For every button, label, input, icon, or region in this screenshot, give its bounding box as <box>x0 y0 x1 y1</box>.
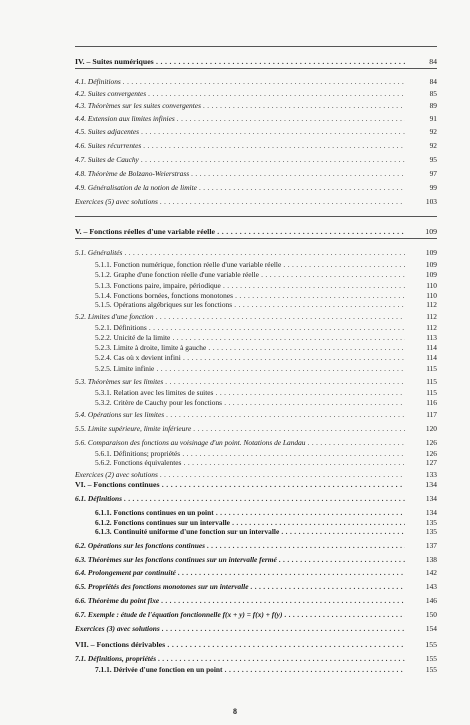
toc-entry-page: 85 <box>429 89 437 98</box>
toc-section-entry <box>0 168 470 179</box>
toc-entry-label: 5.3.2. Critère de Cauchy pour les fonctions . . . <box>95 397 405 408</box>
toc-entry-label: 5.1.4. Fonctions bornées, fonctions monotones . . . <box>95 290 405 301</box>
toc-entry-label: 5.5. Limite supérieure, limite inférieure . . . <box>75 423 405 434</box>
toc-entry-label: 5.4. Opérations sur les limites . . . <box>75 409 405 420</box>
toc-entry-page: 126 <box>425 438 437 447</box>
toc-entry-page: 91 <box>429 114 437 123</box>
toc-entry-label: 5.1.1. Fonction numérique, fonction réelle d'une variable réelle . . . <box>95 259 405 270</box>
toc-subsection-entry <box>0 352 470 363</box>
toc-subsection-entry <box>0 269 470 280</box>
toc-section-entry <box>0 247 470 258</box>
toc-section-entry <box>0 196 470 207</box>
toc-entry-page: 127 <box>425 458 437 467</box>
toc-entry-label: 5.2.1. Définitions . . . <box>95 322 405 333</box>
toc-subsection-entry <box>0 299 470 310</box>
toc-entry-label: 4.6. Suites récurrentes . . . <box>75 140 405 151</box>
toc-chapter-entry <box>0 479 470 490</box>
toc-section-entry <box>0 554 470 565</box>
toc-section-entry <box>0 182 470 193</box>
toc-section-entry <box>0 423 470 434</box>
toc-chapter-entry <box>0 639 470 650</box>
toc-entry-page: 126 <box>425 449 437 458</box>
toc-entry-label: 4.5. Suites adjacentes . . . <box>75 126 405 137</box>
toc-entry-label: 6.7. Exemple : étude de l'équation fonctionnelle f(x + y) = f(x) + f(y) . . . <box>75 609 405 620</box>
toc-entry-label: 5.2. Limites d'une fonction . . . <box>75 311 405 322</box>
toc-entry-page: 134 <box>425 480 437 489</box>
page-number: 8 <box>233 707 237 716</box>
toc-entry-page: 134 <box>425 494 437 503</box>
toc-entry-label: VI. – Fonctions continues . . . <box>75 479 405 490</box>
toc-entry-label: 5.3.1. Relation avec les limites de suites . . . <box>95 387 405 398</box>
toc-entry-page: 109 <box>425 248 437 257</box>
divider-rule <box>75 68 437 69</box>
toc-section-entry <box>0 595 470 606</box>
toc-entry-page: 95 <box>429 155 437 164</box>
toc-entry-label: 4.4. Extension aux limites infinies . . . <box>75 113 405 124</box>
toc-entry-label: 6.1.2. Fonctions continues sur un intervalle . . . <box>95 517 405 528</box>
toc-entry-page: 117 <box>426 410 437 419</box>
toc-entry-page: 110 <box>426 281 437 290</box>
toc-entry-label: V. – Fonctions réelles d'une variable réelle . . . <box>75 226 405 237</box>
toc-section-entry <box>0 493 470 504</box>
toc-section-entry <box>0 140 470 151</box>
toc-entry-page: 92 <box>429 141 437 150</box>
toc-entry-label: Exercices (5) avec solutions . . . <box>75 196 405 207</box>
toc-entry-page: 142 <box>425 568 437 577</box>
toc-subsection-entry <box>0 526 470 537</box>
toc-entry-label: 6.1.3. Continuité uniforme d'une fonction sur un intervalle . . . <box>95 526 405 537</box>
divider-rule <box>75 238 437 239</box>
toc-entry-page: 133 <box>425 470 437 479</box>
toc-entry-page: 115 <box>426 377 437 386</box>
toc-entry-label: 5.1.2. Graphe d'une fonction réelle d'une variable réelle . . . <box>95 269 405 280</box>
toc-entry-page: 150 <box>425 610 437 619</box>
toc-entry-label: IV. – Suites numériques . . . <box>75 56 405 67</box>
toc-entry-page: 154 <box>425 624 437 633</box>
toc-entry-page: 138 <box>425 555 437 564</box>
toc-section-entry <box>0 409 470 420</box>
toc-entry-page: 89 <box>429 101 437 110</box>
toc-subsection-entry <box>0 664 470 675</box>
toc-entry-label: 6.5. Propriétés des fonctions monotones sur un intervalle . . . <box>75 581 405 592</box>
toc-entry-page: 103 <box>425 197 437 206</box>
toc-entry-page: 116 <box>426 398 437 407</box>
toc-entry-label: 6.1. Définitions . . . <box>75 493 405 504</box>
toc-entry-label: 4.2. Suites convergentes . . . <box>75 88 405 99</box>
toc-entry-label: 6.4. Prolongement par continuité . . . <box>75 567 405 578</box>
toc-entry-page: 97 <box>429 169 437 178</box>
toc-section-entry <box>0 100 470 111</box>
toc-entry-label: 5.1.5. Opérations algébriques sur les fonctions . . . <box>95 299 405 310</box>
toc-entry-label: 4.8. Théorème de Bolzano-Weierstrass . . . <box>75 168 405 179</box>
toc-entry-label: 5.2.5. Limite infinie . . . <box>95 363 405 374</box>
toc-entry-page: 109 <box>425 260 437 269</box>
toc-entry-page: 135 <box>425 527 437 536</box>
toc-entry-page: 92 <box>429 127 437 136</box>
toc-entry-label: 5.3. Théorèmes sur les limites . . . <box>75 376 405 387</box>
toc-entry-label: 4.3. Théorèmes sur les suites convergentes . . . <box>75 100 405 111</box>
toc-entry-label: 6.1.1. Fonctions continues en un point . . . <box>95 507 405 518</box>
toc-entry-page: 137 <box>425 541 437 550</box>
toc-section-entry <box>0 154 470 165</box>
toc-entry-page: 109 <box>425 227 437 236</box>
toc-entry-label: 5.6. Comparaison des fonctions au voisinage d'un point. Notations de Landau . . . <box>75 437 405 448</box>
toc-entry-page: 84 <box>429 77 437 86</box>
toc-entry-label: 5.2.3. Limite à droite, limite à gauche . . . <box>95 342 405 353</box>
toc-section-entry <box>0 76 470 87</box>
toc-entry-page: 115 <box>426 364 437 373</box>
toc-entry-label: 6.3. Théorèmes sur les fonctions continues sur un intervalle fermé . . . <box>75 554 405 565</box>
toc-entry-label: Exercices (3) avec solutions . . . <box>75 623 405 634</box>
toc-entry-page: 115 <box>426 388 437 397</box>
toc-entry-label: 5.1.3. Fonctions paire, impaire, périodique . . . <box>95 280 405 291</box>
toc-entry-page: 120 <box>425 424 437 433</box>
toc-entry-page: 113 <box>426 333 437 342</box>
toc-entry-page: 99 <box>429 183 437 192</box>
toc-entry-page: 135 <box>425 518 437 527</box>
toc-entry-page: 112 <box>426 312 437 321</box>
toc-entry-label: 5.6.1. Définitions; propriétés . . . <box>95 448 405 459</box>
toc-entry-page: 110 <box>426 291 437 300</box>
toc-entry-page: 155 <box>425 665 437 674</box>
toc-section-entry <box>0 623 470 634</box>
toc-entry-label: 6.6. Théorème du point fixe . . . <box>75 595 405 606</box>
toc-chapter-entry <box>0 226 470 237</box>
toc-entry-page: 114 <box>426 353 437 362</box>
toc-section-entry <box>0 540 470 551</box>
toc-section-entry <box>0 311 470 322</box>
toc-entry-page: 112 <box>426 323 437 332</box>
toc-entry-label: 7.1.1. Dérivée d'une fonction en un point . . . <box>95 664 405 675</box>
toc-entry-label: 4.7. Suites de Cauchy . . . <box>75 154 405 165</box>
toc-entry-label: 6.2. Opérations sur les fonctions continues . . . <box>75 540 405 551</box>
toc-entry-label: 5.2.4. Cas où x devient infini . . . <box>95 352 405 363</box>
toc-section-entry <box>0 126 470 137</box>
toc-entry-label: Exercices (2) avec solutions . . . <box>75 469 405 480</box>
toc-section-entry <box>0 88 470 99</box>
toc-section-entry <box>0 113 470 124</box>
divider-rule <box>75 216 437 217</box>
divider-rule <box>75 46 437 47</box>
toc-entry-label: 5.6.2. Fonctions équivalentes . . . <box>95 457 405 468</box>
toc-entry-page: 146 <box>425 596 437 605</box>
toc-section-entry <box>0 609 470 620</box>
toc-subsection-entry <box>0 457 470 468</box>
toc-entry-label: 5.2.2. Unicité de la limite . . . <box>95 332 405 343</box>
toc-section-entry <box>0 376 470 387</box>
toc-entry-page: 84 <box>429 57 437 66</box>
toc-subsection-entry <box>0 397 470 408</box>
toc-entry-label: 4.1. Définitions . . . <box>75 76 405 87</box>
toc-entry-page: 109 <box>425 270 437 279</box>
toc-entry-page: 134 <box>425 508 437 517</box>
toc-section-entry <box>0 581 470 592</box>
toc-entry-page: 155 <box>425 640 437 649</box>
toc-section-entry <box>0 567 470 578</box>
toc-section-entry <box>0 653 470 664</box>
toc-entry-label: VII. – Fonctions dérivables . . . <box>75 639 405 650</box>
toc-subsection-entry <box>0 363 470 374</box>
toc-entry-label: 4.9. Généralisation de la notion de limite . . . <box>75 182 405 193</box>
toc-entry-page: 114 <box>426 343 437 352</box>
toc-entry-page: 143 <box>425 582 437 591</box>
toc-entry-label: 5.1. Généralités . . . <box>75 247 405 258</box>
toc-entry-label: 7.1. Définitions, propriétés . . . <box>75 653 405 664</box>
toc-section-entry <box>0 437 470 448</box>
toc-entry-page: 155 <box>425 654 437 663</box>
toc-chapter-entry <box>0 56 470 67</box>
toc-entry-page: 112 <box>426 300 437 309</box>
